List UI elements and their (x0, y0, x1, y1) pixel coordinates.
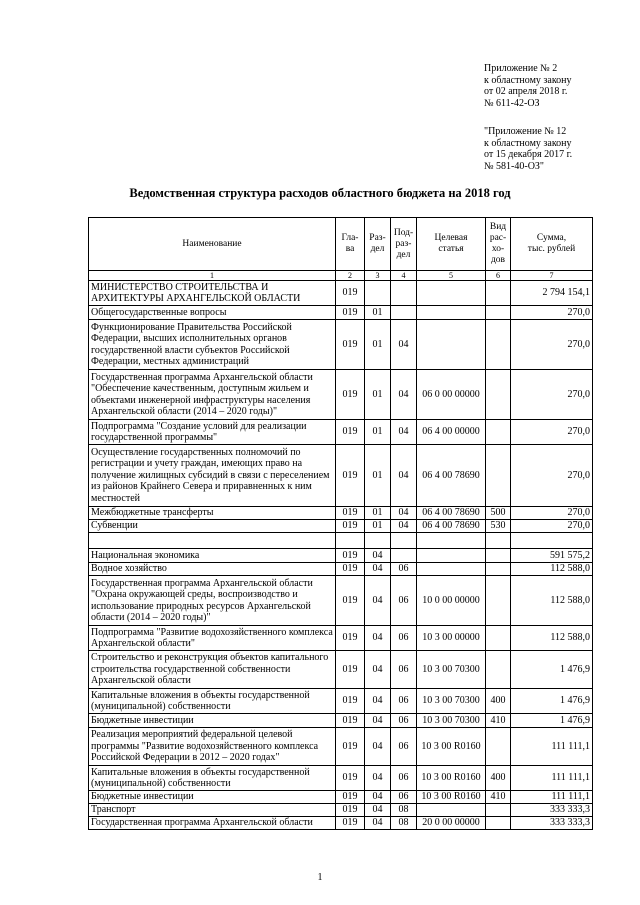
cell-name: Межбюджетные трансферты (89, 507, 336, 520)
cell-target (417, 804, 486, 817)
cell-name: Бюджетные инвестиции (89, 791, 336, 804)
cell-name: Транспорт (89, 804, 336, 817)
cell-glava: 019 (336, 804, 365, 817)
table-row (89, 533, 593, 549)
cell-name: Национальная экономика (89, 549, 336, 563)
cell-name: Капитальные вложения в объекты государственной (муниципальной) собственности (89, 766, 336, 791)
cell-name: Подпрограмма "Создание условий для реализации государственной программы" (89, 420, 336, 445)
table-row (89, 626, 593, 651)
table-row (89, 507, 593, 520)
cell-vid: 410 (486, 714, 511, 728)
header-sum: Сумма, тыс. рублей (511, 218, 593, 271)
cell-vid (486, 817, 511, 830)
cell-name: Капитальные вложения в объекты государственной (муниципальной) собственности (89, 689, 336, 714)
cell-vid: 410 (486, 791, 511, 804)
cell-razdel: 04 (365, 549, 391, 563)
cell-razdel: 01 (365, 445, 391, 507)
budget-table (88, 217, 593, 830)
cell-podrazdel: 08 (391, 804, 417, 817)
cell-name: Подпрограмма "Развитие водохозяйственного комплекса Архангельской области" (89, 626, 336, 651)
cell-podrazdel: 04 (391, 320, 417, 370)
cell-sum (511, 533, 593, 549)
cell-podrazdel: 06 (391, 576, 417, 626)
cell-vid (486, 728, 511, 766)
cell-glava (336, 533, 365, 549)
cell-vid (486, 626, 511, 651)
cell-podrazdel: 04 (391, 370, 417, 420)
cell-target (417, 320, 486, 370)
cell-podrazdel: 08 (391, 817, 417, 830)
cell-podrazdel: 04 (391, 507, 417, 520)
cell-target: 10 3 00 00000 (417, 626, 486, 651)
cell-podrazdel: 06 (391, 651, 417, 689)
cell-razdel: 04 (365, 766, 391, 791)
cell-name: МИНИСТЕРСТВО СТРОИТЕЛЬСТВА И АРХИТЕКТУРЫ АРХАНГЕЛЬСКОЙ ОБЛАСТИ (89, 281, 336, 306)
cell-podrazdel: 04 (391, 520, 417, 533)
cell-glava: 019 (336, 626, 365, 651)
cell-name: Водное хозяйство (89, 563, 336, 576)
table-row (89, 714, 593, 728)
cell-target: 10 3 00 R0160 (417, 728, 486, 766)
cell-vid (486, 804, 511, 817)
cell-razdel: 04 (365, 728, 391, 766)
cell-target (417, 549, 486, 563)
cell-target: 10 3 00 R0160 (417, 791, 486, 804)
cell-name: Государственная программа Архангельской области "Обеспечение качественным, доступным жильем и объектами инженерной инфраструктуры населения Архангельской области (2014 – 2020 годы)" (89, 370, 336, 420)
cell-target: 10 3 00 70300 (417, 689, 486, 714)
cell-glava: 019 (336, 791, 365, 804)
header-podrazdel: Под- раз- дел (391, 218, 417, 271)
appendix-line: от 15 декабря 2017 г. (484, 149, 573, 160)
column-number: 6 (486, 271, 511, 281)
cell-razdel: 01 (365, 520, 391, 533)
cell-target (417, 563, 486, 576)
cell-name: Бюджетные инвестиции (89, 714, 336, 728)
column-number: 5 (417, 271, 486, 281)
cell-sum: 1 476,9 (511, 714, 593, 728)
cell-glava: 019 (336, 320, 365, 370)
cell-name: Функционирование Правительства Российской Федерации, высших исполнительных органов государственной власти субъектов Российской Федерации, местных администраций (89, 320, 336, 370)
cell-razdel: 04 (365, 689, 391, 714)
cell-sum: 270,0 (511, 320, 593, 370)
document-title: Ведомственная структура расходов областного бюджета на 2018 год (129, 186, 511, 200)
appendix-line: № 611-42-ОЗ (484, 97, 540, 109)
cell-podrazdel (391, 306, 417, 320)
cell-podrazdel (391, 281, 417, 306)
cell-glava: 019 (336, 651, 365, 689)
table-row (89, 728, 593, 766)
cell-podrazdel: 04 (391, 445, 417, 507)
cell-podrazdel (391, 533, 417, 549)
cell-sum: 270,0 (511, 420, 593, 445)
appendix-line: к областному закону (484, 74, 572, 86)
cell-podrazdel: 04 (391, 420, 417, 445)
cell-name: Строительство и реконструкция объектов капитального строительства государственной собственности Архангельской области (89, 651, 336, 689)
header-glava: Гла- ва (336, 218, 365, 271)
cell-name: Субвенции (89, 520, 336, 533)
table-row (89, 445, 593, 507)
cell-name: Общегосударственные вопросы (89, 306, 336, 320)
cell-razdel: 01 (365, 507, 391, 520)
cell-target: 06 4 00 78690 (417, 520, 486, 533)
table-row (89, 689, 593, 714)
table-row (89, 281, 593, 306)
table-row (89, 791, 593, 804)
column-number: 3 (365, 271, 391, 281)
column-number: 1 (89, 271, 336, 281)
cell-razdel: 04 (365, 804, 391, 817)
page-number: 1 (317, 872, 323, 883)
header-row (89, 218, 593, 271)
cell-vid (486, 370, 511, 420)
cell-sum: 333 333,3 (511, 817, 593, 830)
column-number: 2 (336, 271, 365, 281)
column-number-row (89, 271, 593, 281)
cell-name: Осуществление государственных полномочий по регистрации и учету граждан, имеющих право на получение жилищных субсидий в связи с переселением из районов Крайнего Севера и приравненных к ним местностей (89, 445, 336, 507)
cell-vid: 400 (486, 689, 511, 714)
table-row (89, 420, 593, 445)
cell-razdel: 01 (365, 320, 391, 370)
cell-target: 10 3 00 70300 (417, 651, 486, 689)
cell-vid (486, 306, 511, 320)
column-number: 4 (391, 271, 417, 281)
header-target: Целевая статья (417, 218, 486, 271)
cell-glava: 019 (336, 728, 365, 766)
cell-podrazdel: 06 (391, 563, 417, 576)
cell-sum: 333 333,3 (511, 804, 593, 817)
cell-sum: 270,0 (511, 445, 593, 507)
cell-podrazdel (391, 549, 417, 563)
cell-sum: 2 794 154,1 (511, 281, 593, 306)
table-row (89, 766, 593, 791)
table-row (89, 320, 593, 370)
cell-vid (486, 651, 511, 689)
cell-glava: 019 (336, 549, 365, 563)
cell-name (89, 533, 336, 549)
cell-sum: 111 111,1 (511, 766, 593, 791)
cell-glava: 019 (336, 306, 365, 320)
appendix-line: № 581-40-ОЗ" (484, 160, 545, 172)
header-razdel: Раз- дел (365, 218, 391, 271)
cell-sum: 1 476,9 (511, 651, 593, 689)
cell-glava: 019 (336, 370, 365, 420)
cell-sum: 111 111,1 (511, 728, 593, 766)
cell-razdel: 04 (365, 817, 391, 830)
cell-vid (486, 563, 511, 576)
cell-vid (486, 320, 511, 370)
cell-sum: 270,0 (511, 520, 593, 533)
cell-sum: 112 588,0 (511, 576, 593, 626)
cell-target: 10 3 00 70300 (417, 714, 486, 728)
appendix-line: от 02 апреля 2018 г. (484, 86, 568, 97)
header-vid: Вид рас- хо- дов (486, 218, 511, 271)
appendix-line: "Приложение № 12 (484, 126, 567, 137)
cell-glava: 019 (336, 520, 365, 533)
cell-vid (486, 445, 511, 507)
cell-glava: 019 (336, 563, 365, 576)
cell-sum: 112 588,0 (511, 563, 593, 576)
cell-razdel: 04 (365, 714, 391, 728)
cell-vid: 530 (486, 520, 511, 533)
cell-podrazdel: 06 (391, 728, 417, 766)
cell-razdel: 04 (365, 563, 391, 576)
cell-glava: 019 (336, 281, 365, 306)
cell-name: Государственная программа Архангельской области (89, 817, 336, 830)
cell-name: Государственная программа Архангельской области "Охрана окружающей среды, воспроизводство и использование природных ресурсов Архангельской области (2014 – 2020 годы)" (89, 576, 336, 626)
cell-target (417, 306, 486, 320)
cell-sum: 112 588,0 (511, 626, 593, 651)
cell-glava: 019 (336, 420, 365, 445)
cell-podrazdel: 06 (391, 626, 417, 651)
cell-razdel: 04 (365, 651, 391, 689)
cell-podrazdel: 06 (391, 766, 417, 791)
cell-razdel (365, 533, 391, 549)
cell-vid (486, 533, 511, 549)
cell-target (417, 533, 486, 549)
cell-vid: 500 (486, 507, 511, 520)
cell-razdel: 04 (365, 576, 391, 626)
cell-podrazdel: 06 (391, 689, 417, 714)
column-number: 7 (511, 271, 593, 281)
cell-target: 06 4 00 00000 (417, 420, 486, 445)
header-name: Наименование (89, 218, 336, 271)
table-row (89, 804, 593, 817)
cell-vid (486, 281, 511, 306)
cell-razdel: 01 (365, 306, 391, 320)
cell-sum: 591 575,2 (511, 549, 593, 563)
table-row (89, 370, 593, 420)
table-row (89, 520, 593, 533)
cell-target: 20 0 00 00000 (417, 817, 486, 830)
cell-sum: 270,0 (511, 507, 593, 520)
cell-vid: 400 (486, 766, 511, 791)
table-row (89, 563, 593, 576)
cell-glava: 019 (336, 507, 365, 520)
cell-vid (486, 420, 511, 445)
cell-target (417, 281, 486, 306)
cell-vid (486, 549, 511, 563)
cell-glava: 019 (336, 576, 365, 626)
table-row (89, 306, 593, 320)
cell-vid (486, 576, 511, 626)
table-row (89, 651, 593, 689)
cell-sum: 270,0 (511, 370, 593, 420)
cell-target: 06 0 00 00000 (417, 370, 486, 420)
cell-podrazdel: 06 (391, 714, 417, 728)
appendix-reference-current (484, 63, 572, 109)
cell-glava: 019 (336, 817, 365, 830)
appendix-line: к областному закону (484, 137, 572, 149)
table-row (89, 817, 593, 830)
cell-target: 10 3 00 R0160 (417, 766, 486, 791)
appendix-reference-original (484, 126, 572, 172)
cell-name: Реализация мероприятий федеральной целевой программы "Развитие водохозяйственного комплекса Российской Федерации в 2012 – 2020 годах" (89, 728, 336, 766)
cell-target: 10 0 00 00000 (417, 576, 486, 626)
cell-razdel: 01 (365, 370, 391, 420)
cell-sum: 111 111,1 (511, 791, 593, 804)
cell-glava: 019 (336, 689, 365, 714)
cell-razdel (365, 281, 391, 306)
table-row (89, 549, 593, 563)
table-row (89, 576, 593, 626)
cell-sum: 270,0 (511, 306, 593, 320)
cell-target: 06 4 00 78690 (417, 445, 486, 507)
cell-razdel: 04 (365, 626, 391, 651)
cell-razdel: 04 (365, 791, 391, 804)
cell-target: 06 4 00 78690 (417, 507, 486, 520)
cell-glava: 019 (336, 714, 365, 728)
cell-glava: 019 (336, 445, 365, 507)
cell-glava: 019 (336, 766, 365, 791)
appendix-line: Приложение № 2 (484, 63, 558, 74)
cell-razdel: 01 (365, 420, 391, 445)
cell-sum: 1 476,9 (511, 689, 593, 714)
cell-podrazdel: 06 (391, 791, 417, 804)
